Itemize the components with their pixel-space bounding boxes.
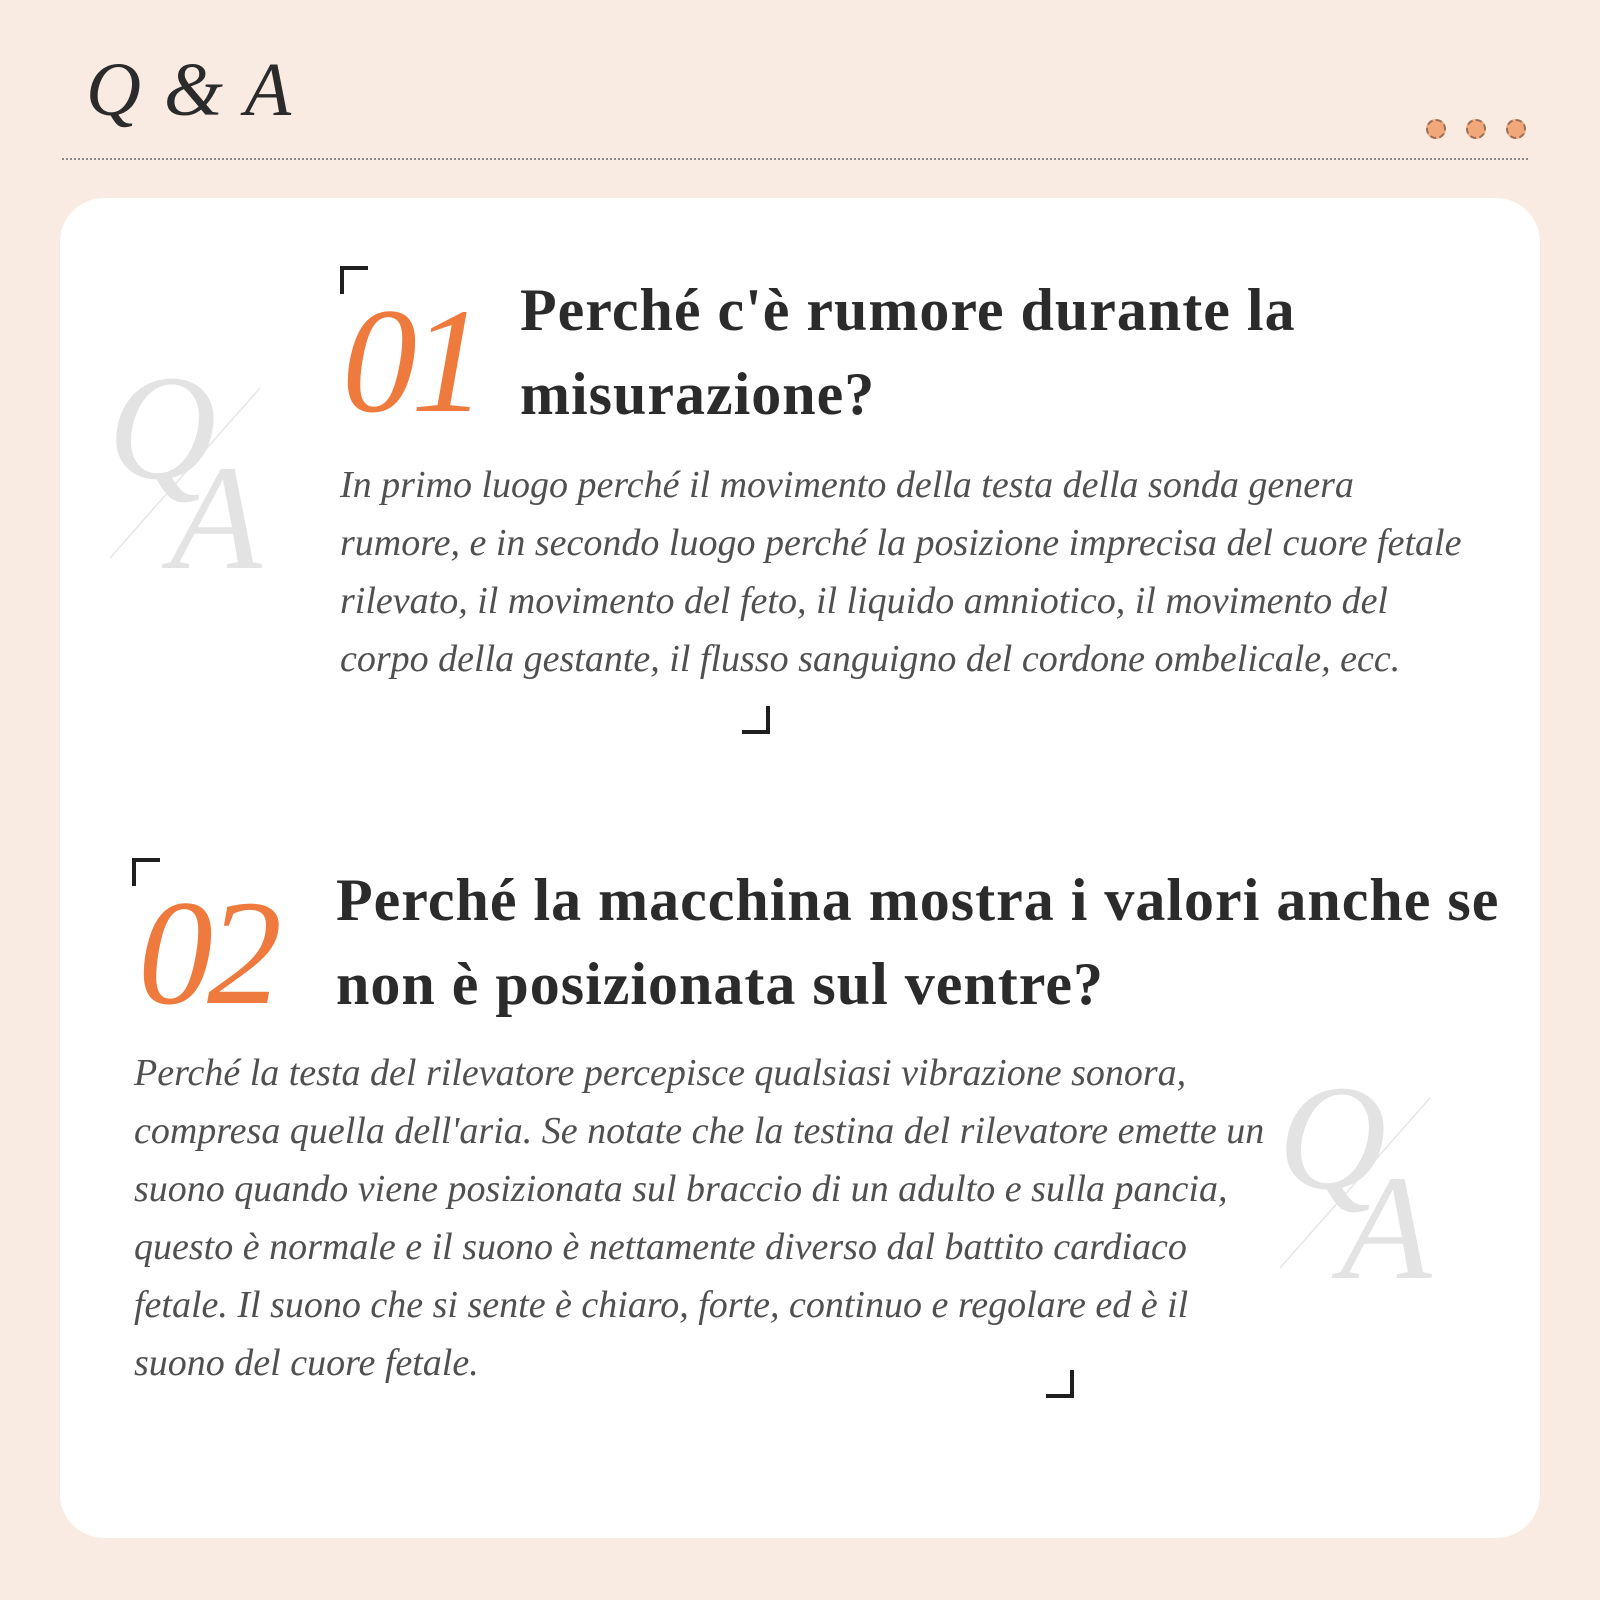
qa-item-1	[60, 198, 1540, 758]
watermark-a: A	[1340, 1145, 1432, 1308]
watermark-q: Q	[108, 348, 217, 511]
answer-text: In primo luogo perché il movimento della testa della sonda genera rumore, e in secondo luogo perché la posizione imprecisa del cuore fetale rilevato, il movimento del feto, il liquido amniotico, il movimento del corpo della gestante, il flusso sanguigno del cordone ombelicale, ecc.	[340, 464, 1462, 680]
question-title: Perché c'è rumore durante la misurazione?	[520, 277, 1296, 427]
dot-2	[1466, 119, 1486, 139]
dot-1	[1426, 119, 1446, 139]
corner-bottom-right	[742, 706, 770, 734]
window-dots	[1426, 119, 1526, 139]
qa-item-2	[60, 798, 1540, 1518]
question-number: 02	[138, 870, 276, 1036]
corner-bottom-right	[1046, 1370, 1074, 1398]
page-title: Q & A	[86, 48, 294, 132]
watermark-q: Q	[1278, 1058, 1387, 1221]
dot-3	[1506, 119, 1526, 139]
watermark-a: A	[170, 435, 262, 598]
question-title: Perché la macchina mostra i valori anche se non è posizionata sul ventre?	[336, 867, 1500, 1017]
content-card	[60, 198, 1540, 1538]
answer-text: Perché la testa del rilevatore percepisce qualsiasi vibrazione sonora, compresa quella dell'aria. Se notate che la testina del rilevatore emette un suono quando viene posizionata sul braccio di un adulto e sulla pancia, questo è normale e il suono è nettamente diverso dal battito cardiaco fetale. Il suono che si sente è chiaro, forte, continuo e regolare ed è il suono del cuore fetale.	[134, 1052, 1265, 1384]
question-number: 01	[342, 278, 480, 444]
header-divider	[62, 158, 1528, 160]
